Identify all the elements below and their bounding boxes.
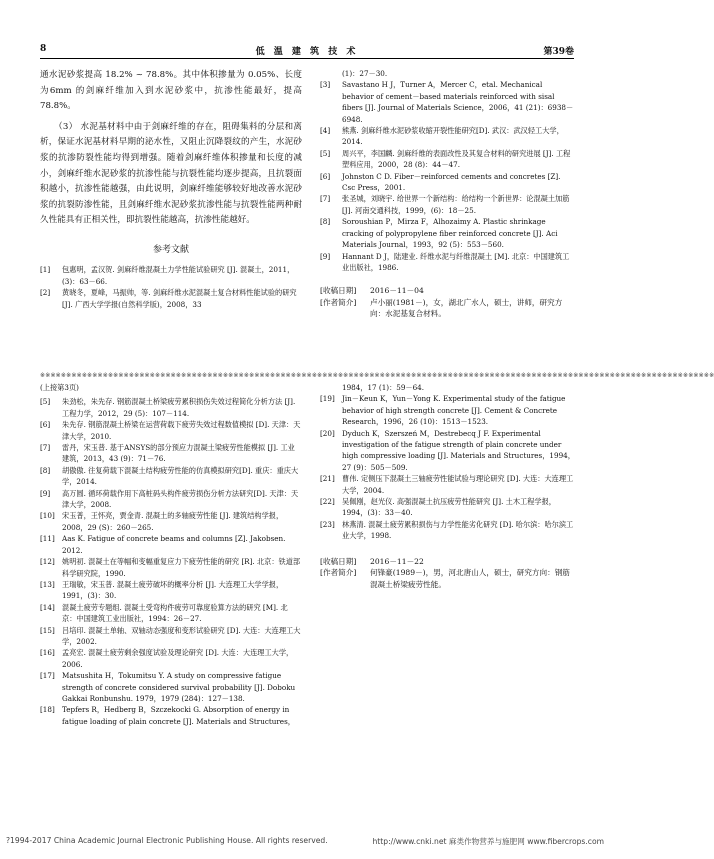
meta-row bbox=[320, 567, 575, 590]
meta-value: 卢小丽(1981－)，女，湖北广水人，硕士，讲师，研究方向：水泥基复合材料。 bbox=[370, 297, 563, 319]
reference-text: 朱先存. 钢筋混凝土桥梁在运营荷载下疲劳失效过程数值模拟 [D]. 天津：天津大学，2010. bbox=[62, 420, 301, 441]
meta-label: [作者简介] bbox=[320, 568, 357, 578]
reference-item bbox=[40, 647, 302, 670]
references-list-top-right bbox=[320, 68, 575, 273]
bottom-right-column bbox=[320, 382, 575, 590]
references-list-top-left bbox=[40, 264, 302, 310]
meta-value: 2016－11－04 bbox=[370, 286, 424, 296]
reference-text: Dyduch K，Szerszeń M，Destrebecq J F. Experimental investigation of the fatigue strength of plain concrete under high compressive loading [J]. Materials and Structures，1994，27 (9)：505－509. bbox=[342, 428, 575, 472]
meta-label: [作者简介] bbox=[320, 297, 357, 307]
reference-text: 混凝土疲劳专题组. 混凝土受弯构件疲劳可靠度验算方法的研究 [M]. 北京：中国建筑工业出版社，1994：26－27. bbox=[62, 602, 288, 624]
reference-text: 胡傲傲. 往复荷载下混凝土结构疲劳性能的仿真模拟研究[D]. 重庆：重庆大学，2014. bbox=[62, 465, 299, 487]
reference-item bbox=[320, 171, 575, 194]
top-right-column bbox=[320, 68, 575, 320]
reference-item bbox=[40, 396, 302, 419]
reference-number: [5] bbox=[40, 397, 51, 407]
reference-number: [4] bbox=[320, 126, 331, 136]
page-number: 8 bbox=[40, 44, 47, 54]
reference-text: Johnston C D. Fiber－reinforced cements and concretes [Z]. Csc Press，2001. bbox=[342, 171, 561, 193]
reference-number: [12] bbox=[40, 557, 55, 567]
reference-item bbox=[40, 556, 302, 579]
reference-number: [13] bbox=[40, 579, 55, 589]
reference-number: [2] bbox=[40, 288, 51, 298]
reference-number: [8] bbox=[320, 217, 331, 227]
reference-item bbox=[320, 251, 575, 274]
reference-text: 宋玉普，王怀亮，贾金青. 混凝土的多轴疲劳性能 [J]. 建筑结构学报，2008，29 (S)：260－265. bbox=[62, 511, 284, 532]
reference-item bbox=[40, 579, 302, 602]
meta-label: [收稿日期] bbox=[320, 286, 357, 296]
reference-number: [17] bbox=[40, 671, 55, 681]
reference-item bbox=[320, 519, 575, 542]
reference-text: 曹伟. 定侧压下混凝土三轴疲劳性能试验与理论研究 [D]. 大连：大连理工大学，2004. bbox=[342, 474, 574, 495]
reference-text: 1984，17 (1)：59－64. bbox=[342, 383, 425, 392]
reference-number: [10] bbox=[40, 511, 55, 521]
reference-number: [21] bbox=[320, 474, 335, 484]
reference-text: 高万圆. 循环荷载作用下高桩码头构件疲劳损伤分析方法研究[D]. 天津：天津大学，2008. bbox=[62, 488, 299, 510]
reference-item bbox=[320, 428, 575, 474]
reference-number: [16] bbox=[40, 648, 55, 658]
reference-text: 孟亮宏. 混凝土疲劳剩余强度试验及理论研究 [D]. 大连：大连理工大学，2006. bbox=[62, 648, 294, 669]
reference-text: 周兴平，李国麟. 剑麻纤维的表面改性及其复合材料的研究进展 [J]. 工程塑料应用，2000，28 (8)：44－47. bbox=[342, 148, 571, 170]
meta-label: [收稿日期] bbox=[320, 556, 357, 566]
reference-text: 王瑞敏，宋玉普. 混凝土疲劳破坏的概率分析 [J]. 大连理工大学学报，1991，(3)：30. bbox=[62, 579, 284, 601]
meta-row bbox=[320, 285, 575, 296]
reference-number: [15] bbox=[40, 625, 55, 635]
reference-number: [7] bbox=[40, 443, 51, 453]
article-meta-1 bbox=[320, 285, 575, 319]
article-meta-2 bbox=[320, 556, 575, 590]
reference-text: 林燕清. 混凝土疲劳累积损伤与力学性能劣化研究 [D]. 哈尔滨：哈尔滨工业大学，1998. bbox=[342, 519, 574, 541]
meta-value: 何锋豪(1989－)，男，河北唐山人，硕士，研究方向：钢筋混凝土桥梁疲劳性能。 bbox=[370, 568, 570, 589]
continued-from-label: (上接第3页) bbox=[40, 383, 79, 392]
reference-item bbox=[40, 533, 302, 556]
reference-number: [11] bbox=[40, 534, 55, 544]
page-footer bbox=[6, 836, 604, 847]
reference-item bbox=[40, 287, 302, 310]
reference-number: [6] bbox=[40, 420, 51, 430]
reference-text: 包惠明，孟汉贺. 剑麻纤维混凝土力学性能试验研究 [J]. 混凝土，2011，(3)：63－66. bbox=[62, 265, 295, 286]
reference-number: [18] bbox=[40, 705, 55, 715]
footer-url: http://www.cnki.net 麻类作物营养与施肥网 www.fibercrops.com bbox=[372, 837, 604, 846]
copyright-notice: ?1994-2017 China Academic Journal Electronic Publishing House. All rights reserved. bbox=[6, 836, 328, 845]
reference-text: 熊燕. 剑麻纤维水泥砂浆收缩开裂性能研究[D]. 武汉：武汉轻工大学，2014. bbox=[342, 126, 564, 147]
reference-item bbox=[40, 704, 302, 727]
reference-item bbox=[40, 670, 302, 704]
conclusion-paragraph-1: 通水泥砂浆提高 18.2% ~ 78.8%。其中体积掺量为 0.05%、长度为6mm 的剑麻纤维加入到水泥砂浆中，抗渗性能最好，提高78.8%。 bbox=[40, 70, 302, 112]
references-heading: 参考文献 bbox=[152, 244, 189, 255]
reference-text: Soroushian P，Mirza F，Alhozaimy A. Plastic shrinkage cracking of polypropylene fiber reinforced concrete [J]. Aci Materials Journal，1993，92 (5)：553－560. bbox=[342, 217, 558, 250]
meta-row bbox=[320, 556, 575, 567]
reference-item bbox=[40, 465, 302, 488]
reference-item bbox=[40, 442, 302, 465]
reference-number: [20] bbox=[320, 428, 335, 438]
reference-text: 姚明初. 混凝土在等幅和变幅重复应力下疲劳性能的研究 [R]. 北京：铁道部科学研究院，1990. bbox=[62, 557, 301, 578]
reference-number: [9] bbox=[40, 488, 51, 498]
reference-item bbox=[40, 510, 302, 533]
reference-item bbox=[320, 193, 575, 216]
reference-number: [22] bbox=[320, 497, 335, 507]
reference-text: Matsushita H，Tokumitsu Y. A study on compressive fatigue strength of concrete considered survival probability [J]. Doboku Gakkai Ronbunshu. 1979，1979 (284)：127－138. bbox=[62, 671, 296, 703]
reference-number: [5] bbox=[320, 148, 331, 158]
reference-text: Savastano H J，Turner A，Mercer C，etal. Mechanical behavior of cement－based materials reinforced with sisal fibers [J]. Journal of Materials Science，2006，41 (21)：6938－6948. bbox=[342, 80, 574, 124]
reference-item bbox=[320, 68, 575, 79]
reference-item bbox=[320, 496, 575, 519]
reference-number: [6] bbox=[320, 171, 331, 181]
section-separator: ※※※※※※※※※※※※※※※※※※※※※※※※※※※※※※※※※※※※※※※※※※※※※※※※※※※※※※※※※※※※※※※※※※※※※※※※※※※※※※※※※※※※※※※※※※※※※※※※※※※※※※※※※※※※※※※※※※※※※※※※※※※※※※※※※ bbox=[40, 372, 714, 379]
reference-item bbox=[320, 393, 575, 427]
references-list-bottom-right bbox=[320, 382, 575, 542]
reference-number bbox=[320, 382, 342, 393]
reference-item bbox=[40, 419, 302, 442]
reference-text: 雷丹，宋玉普. 基于ANSYS的部分预应力混凝土梁疲劳性能模拟 [J]. 工业建筑，2013，43 (9)：71－76. bbox=[62, 443, 295, 464]
conclusion-paragraph-2: （3） 水泥基材料中由于剑麻纤维的存在，阻碍集料的分层和离析，保证水泥基材料早期的泌水性，又阻止沉降裂纹的产生，水泥砂浆的抗渗防裂性能均得到增强。随着剑麻纤维体积掺量和长度的减小，剑麻纤维水泥砂浆的抗渗性能与抗裂性能均逐步提高，且抗裂面积越小，抗渗性能越强，由此说明，剑麻纤维能够较好地改善水泥砂浆的抗裂防渗性能，且剑麻纤维水泥砂浆抗渗性能与抗裂性能两种耐久性能具有正相关性，即抗裂性能越高，抗渗性能越好。 bbox=[40, 121, 302, 226]
journal-title: 低 温 建 筑 技 术 bbox=[255, 47, 359, 57]
reference-text: 吴佩刚，赵光仪. 高强混凝土抗压疲劳性能研究 [J]. 土木工程学报，1994，(3)：33－40. bbox=[342, 497, 556, 518]
meta-row bbox=[320, 297, 575, 320]
meta-value: 2016－11－22 bbox=[370, 556, 424, 566]
reference-text: 吕培印. 混凝土单轴、双轴动态强度和变形试验研究 [D]. 大连：大连理工大学，2002. bbox=[62, 625, 301, 646]
reference-item bbox=[320, 216, 575, 250]
reference-text: 朱劲松，朱先存. 钢筋混凝土桥梁疲劳累积损伤失效过程简化分析方法 [J]. 工程力学，2012，29 (5)：107－114. bbox=[62, 397, 296, 418]
reference-item bbox=[40, 602, 302, 625]
reference-text: Tepfers R，Hedberg B，Szczekocki G. Absorption of energy in fatigue loading of plain concrete [J]. Materials and Structures， bbox=[62, 705, 295, 726]
reference-text: Jin－Keun K，Yun－Yong K. Experimental study of the fatigue behavior of high strength concrete [J]. Cement & Concrete Research，1996，26 (10)：1513－1523. bbox=[342, 394, 566, 427]
reference-item bbox=[40, 264, 302, 287]
reference-number: [19] bbox=[320, 394, 335, 404]
reference-number: [9] bbox=[320, 251, 331, 261]
reference-item bbox=[320, 125, 575, 148]
reference-number: [8] bbox=[40, 465, 51, 475]
reference-number: [23] bbox=[320, 519, 335, 529]
reference-text: 黄晓冬，夏峰，马振帅，等. 剑麻纤维水泥混凝土复合材料性能试验的研究[J]. 广西大学学报(自然科学版)，2008，33 bbox=[62, 288, 297, 309]
reference-number: [14] bbox=[40, 602, 55, 612]
reference-item bbox=[40, 625, 302, 648]
reference-text: 张圣城，刘晓宇. 给世界一个新结构：给结构一个新世界：论混凝土加筋 [J]. 河南交通科技，1999，(6)：18－25. bbox=[342, 194, 570, 215]
reference-item bbox=[320, 79, 575, 125]
reference-number: [3] bbox=[320, 80, 331, 90]
references-list-bottom-left bbox=[40, 396, 302, 727]
reference-text: Aas K. Fatigue of concrete beams and columns [Z]. Jakobsen. 2012. bbox=[62, 534, 286, 555]
reference-item bbox=[320, 382, 575, 393]
running-header bbox=[40, 44, 574, 58]
bottom-left-column bbox=[40, 382, 302, 727]
reference-text: Hannant D J，陆建业. 纤维水泥与纤维混凝土 [M]. 北京：中国建筑工业出版社，1986. bbox=[342, 251, 570, 272]
reference-number: [7] bbox=[320, 194, 331, 204]
reference-item bbox=[40, 488, 302, 511]
header-rule bbox=[40, 58, 574, 59]
volume-label: 第39卷 bbox=[543, 47, 574, 57]
top-left-column bbox=[40, 68, 302, 310]
reference-text: (1)：27－30. bbox=[342, 69, 388, 78]
reference-item bbox=[320, 148, 575, 171]
reference-number: [1] bbox=[40, 265, 51, 275]
reference-number bbox=[320, 68, 342, 79]
reference-item bbox=[320, 473, 575, 496]
